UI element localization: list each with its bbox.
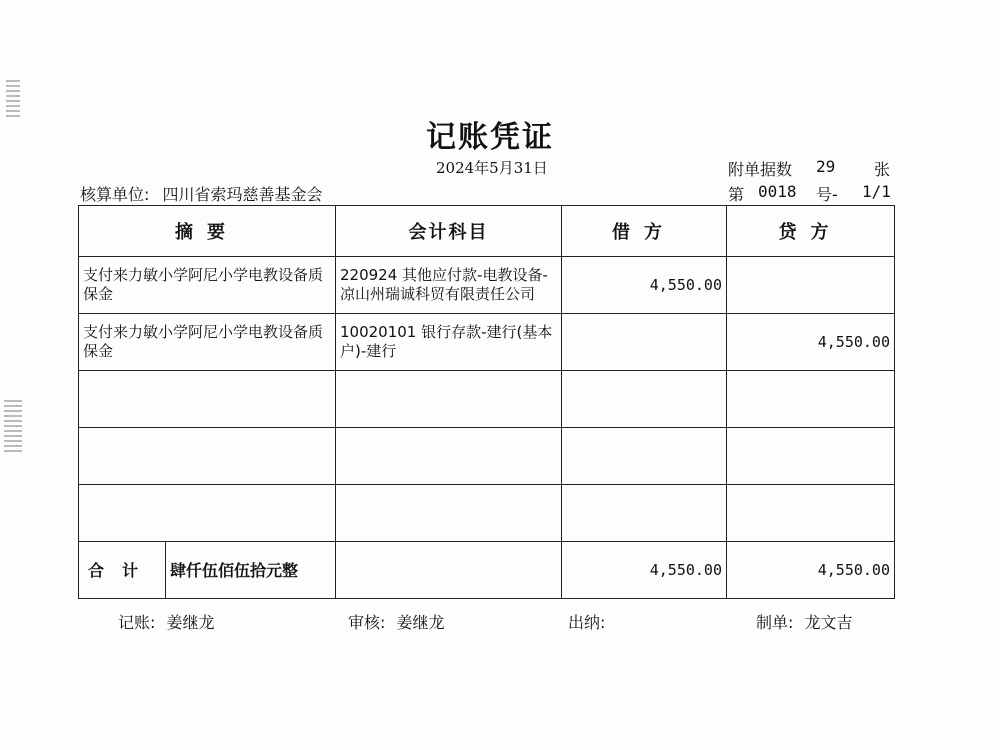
header-debit: 借方 xyxy=(562,206,727,257)
empty-cell xyxy=(562,428,727,485)
empty-cell xyxy=(79,371,336,428)
empty-cell xyxy=(79,485,336,542)
number-suffix: 号- xyxy=(816,185,838,204)
row-account: 220924 其他应付款-电教设备-凉山州瑞诚科贸有限责任公司 xyxy=(336,257,562,314)
bookkeeper-signature xyxy=(118,610,215,633)
bookkeeper-label: 记账: xyxy=(118,613,156,632)
cashier-signature xyxy=(568,610,605,633)
unit-name: 四川省索玛慈善基金会 xyxy=(162,185,323,204)
table-row xyxy=(79,314,895,371)
unit-label: 核算单位: xyxy=(80,185,150,204)
cashier-label: 出纳: xyxy=(568,613,606,632)
total-label-cell xyxy=(79,542,336,599)
row-summary: 支付来力敏小学阿尼小学电教设备质保金 xyxy=(79,257,336,314)
attachment-count: 29 xyxy=(816,157,836,176)
row-debit xyxy=(562,314,727,371)
reviewer-signature xyxy=(348,610,445,633)
number-prefix: 第 xyxy=(728,185,745,204)
total-label: 合计 xyxy=(79,542,166,598)
preparer-signature xyxy=(756,610,853,633)
accounting-unit xyxy=(80,182,323,205)
empty-cell xyxy=(336,485,562,542)
row-debit: 4,550.00 xyxy=(562,257,727,314)
total-amount-words: 肆仟伍佰伍拾元整 xyxy=(170,560,299,580)
empty-cell xyxy=(562,371,727,428)
reviewer-label: 审核: xyxy=(348,613,386,632)
empty-cell xyxy=(336,371,562,428)
row-credit xyxy=(727,257,895,314)
empty-cell xyxy=(562,485,727,542)
table-row xyxy=(79,257,895,314)
voucher-date: 2024年5月31日 xyxy=(436,159,548,177)
table-row-empty xyxy=(79,428,895,485)
attachment-unit: 张 xyxy=(874,160,891,179)
table-header-row xyxy=(79,206,895,257)
voucher-table xyxy=(78,205,895,599)
empty-cell xyxy=(727,371,895,428)
voucher-number: 0018 xyxy=(758,182,797,201)
preparer-name: 龙文吉 xyxy=(804,613,853,632)
scan-artifact xyxy=(4,400,22,455)
row-account: 10020101 银行存款-建行(基本户)-建行 xyxy=(336,314,562,371)
total-credit: 4,550.00 xyxy=(727,542,895,599)
total-row xyxy=(79,542,895,599)
empty-cell xyxy=(727,428,895,485)
empty-cell xyxy=(79,428,336,485)
empty-cell xyxy=(727,485,895,542)
total-words-continuation xyxy=(336,542,562,599)
attachment-label: 附单据数 xyxy=(728,160,793,179)
header-credit: 贷方 xyxy=(727,206,895,257)
header-account: 会计科目 xyxy=(336,206,562,257)
table-row-empty xyxy=(79,371,895,428)
header-summary: 摘要 xyxy=(79,206,336,257)
page-indicator: 1/1 xyxy=(862,182,891,201)
bookkeeper-name: 姜继龙 xyxy=(166,613,215,632)
row-credit: 4,550.00 xyxy=(727,314,895,371)
preparer-label: 制单: xyxy=(756,613,794,632)
reviewer-name: 姜继龙 xyxy=(396,613,445,632)
total-debit: 4,550.00 xyxy=(562,542,727,599)
table-row-empty xyxy=(79,485,895,542)
empty-cell xyxy=(336,428,562,485)
voucher-title: 记账凭证 xyxy=(426,120,554,155)
row-summary: 支付来力敏小学阿尼小学电教设备质保金 xyxy=(79,314,336,371)
